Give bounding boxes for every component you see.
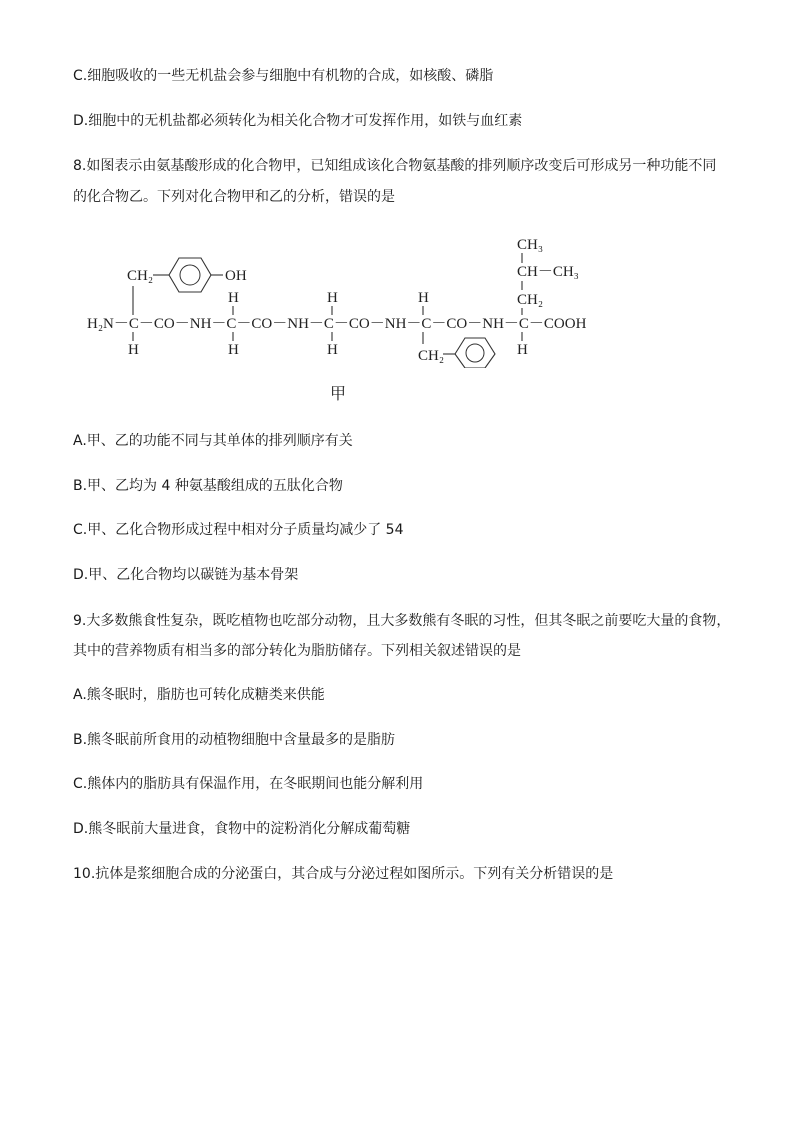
question-8-stem-line2: 的化合物乙。下列对化合物甲和乙的分析，错误的是 — [73, 189, 395, 205]
figure-caption: 甲 — [330, 384, 347, 403]
benzene-ring-1 — [169, 258, 211, 292]
peptide-main-chain: H₂N－C－CO－NH－C－CO－NH－C－CO－NH－C－CO－NH－C－COOH — [87, 316, 587, 332]
residue2-h-top: H — [228, 290, 239, 306]
residue1-h-bottom: H — [128, 342, 139, 358]
option-8d: D.甲、乙化合物均以碳链为基本骨架 — [73, 567, 299, 583]
residue5-ch-ch3: CH－CH₃ — [517, 264, 579, 280]
residue3-h-top: H — [327, 290, 338, 306]
hydroxyl-label: OH — [225, 268, 247, 284]
option-9a: A.熊冬眠时，脂肪也可转化成糖类来供能 — [73, 687, 325, 703]
option-7c: C.细胞吸收的一些无机盐会参与细胞中有机物的合成，如核酸、磷脂 — [73, 68, 494, 84]
residue2-h-bottom: H — [228, 342, 239, 358]
residue5-ch3-top: CH₃ — [517, 238, 544, 253]
benzene-ring-2 — [455, 338, 495, 368]
peptide-structure-svg — [85, 238, 595, 368]
question-10-stem: 10.抗体是浆细胞合成的分泌蛋白，其合成与分泌过程如图所示。下列有关分析错误的是 — [73, 866, 614, 882]
peptide-structure-figure — [85, 238, 595, 368]
option-8c: C.甲、乙化合物形成过程中相对分子质量均减少了 54 — [73, 522, 404, 538]
residue5-h-bottom: H — [517, 342, 528, 358]
option-8a: A.甲、乙的功能不同与其单体的排列顺序有关 — [73, 433, 353, 449]
residue3-h-bottom: H — [327, 342, 338, 358]
residue4-ch2-label: CH₂ — [418, 348, 445, 364]
option-8b: B.甲、乙均为 4 种氨基酸组成的五肽化合物 — [73, 478, 343, 494]
question-9-stem-line2: 其中的营养物质有相当多的部分转化为脂肪储存。下列相关叙述错误的是 — [73, 643, 521, 659]
option-9d: D.熊冬眠前大量进食，食物中的淀粉消化分解成葡萄糖 — [73, 821, 411, 837]
residue5-ch2: CH₂ — [517, 292, 544, 308]
question-9-stem-line1: 9.大多数熊食性复杂，既吃植物也吃部分动物，且大多数熊有冬眠的习性，但其冬眠之前要吃大量的食物， — [73, 613, 731, 629]
residue4-h-top: H — [418, 290, 429, 306]
option-9c: C.熊体内的脂肪具有保温作用，在冬眠期间也能分解利用 — [73, 776, 424, 792]
option-7d: D.细胞中的无机盐都必须转化为相关化合物才可发挥作用，如铁与血红素 — [73, 113, 523, 129]
question-8-stem-line1: 8.如图表示由氨基酸形成的化合物甲，已知组成该化合物氨基酸的排列顺序改变后可形成另一种功能不同 — [73, 158, 717, 174]
residue1-ch2-label: CH₂ — [127, 268, 154, 284]
option-9b: B.熊冬眠前所食用的动植物细胞中含量最多的是脂肪 — [73, 732, 396, 748]
